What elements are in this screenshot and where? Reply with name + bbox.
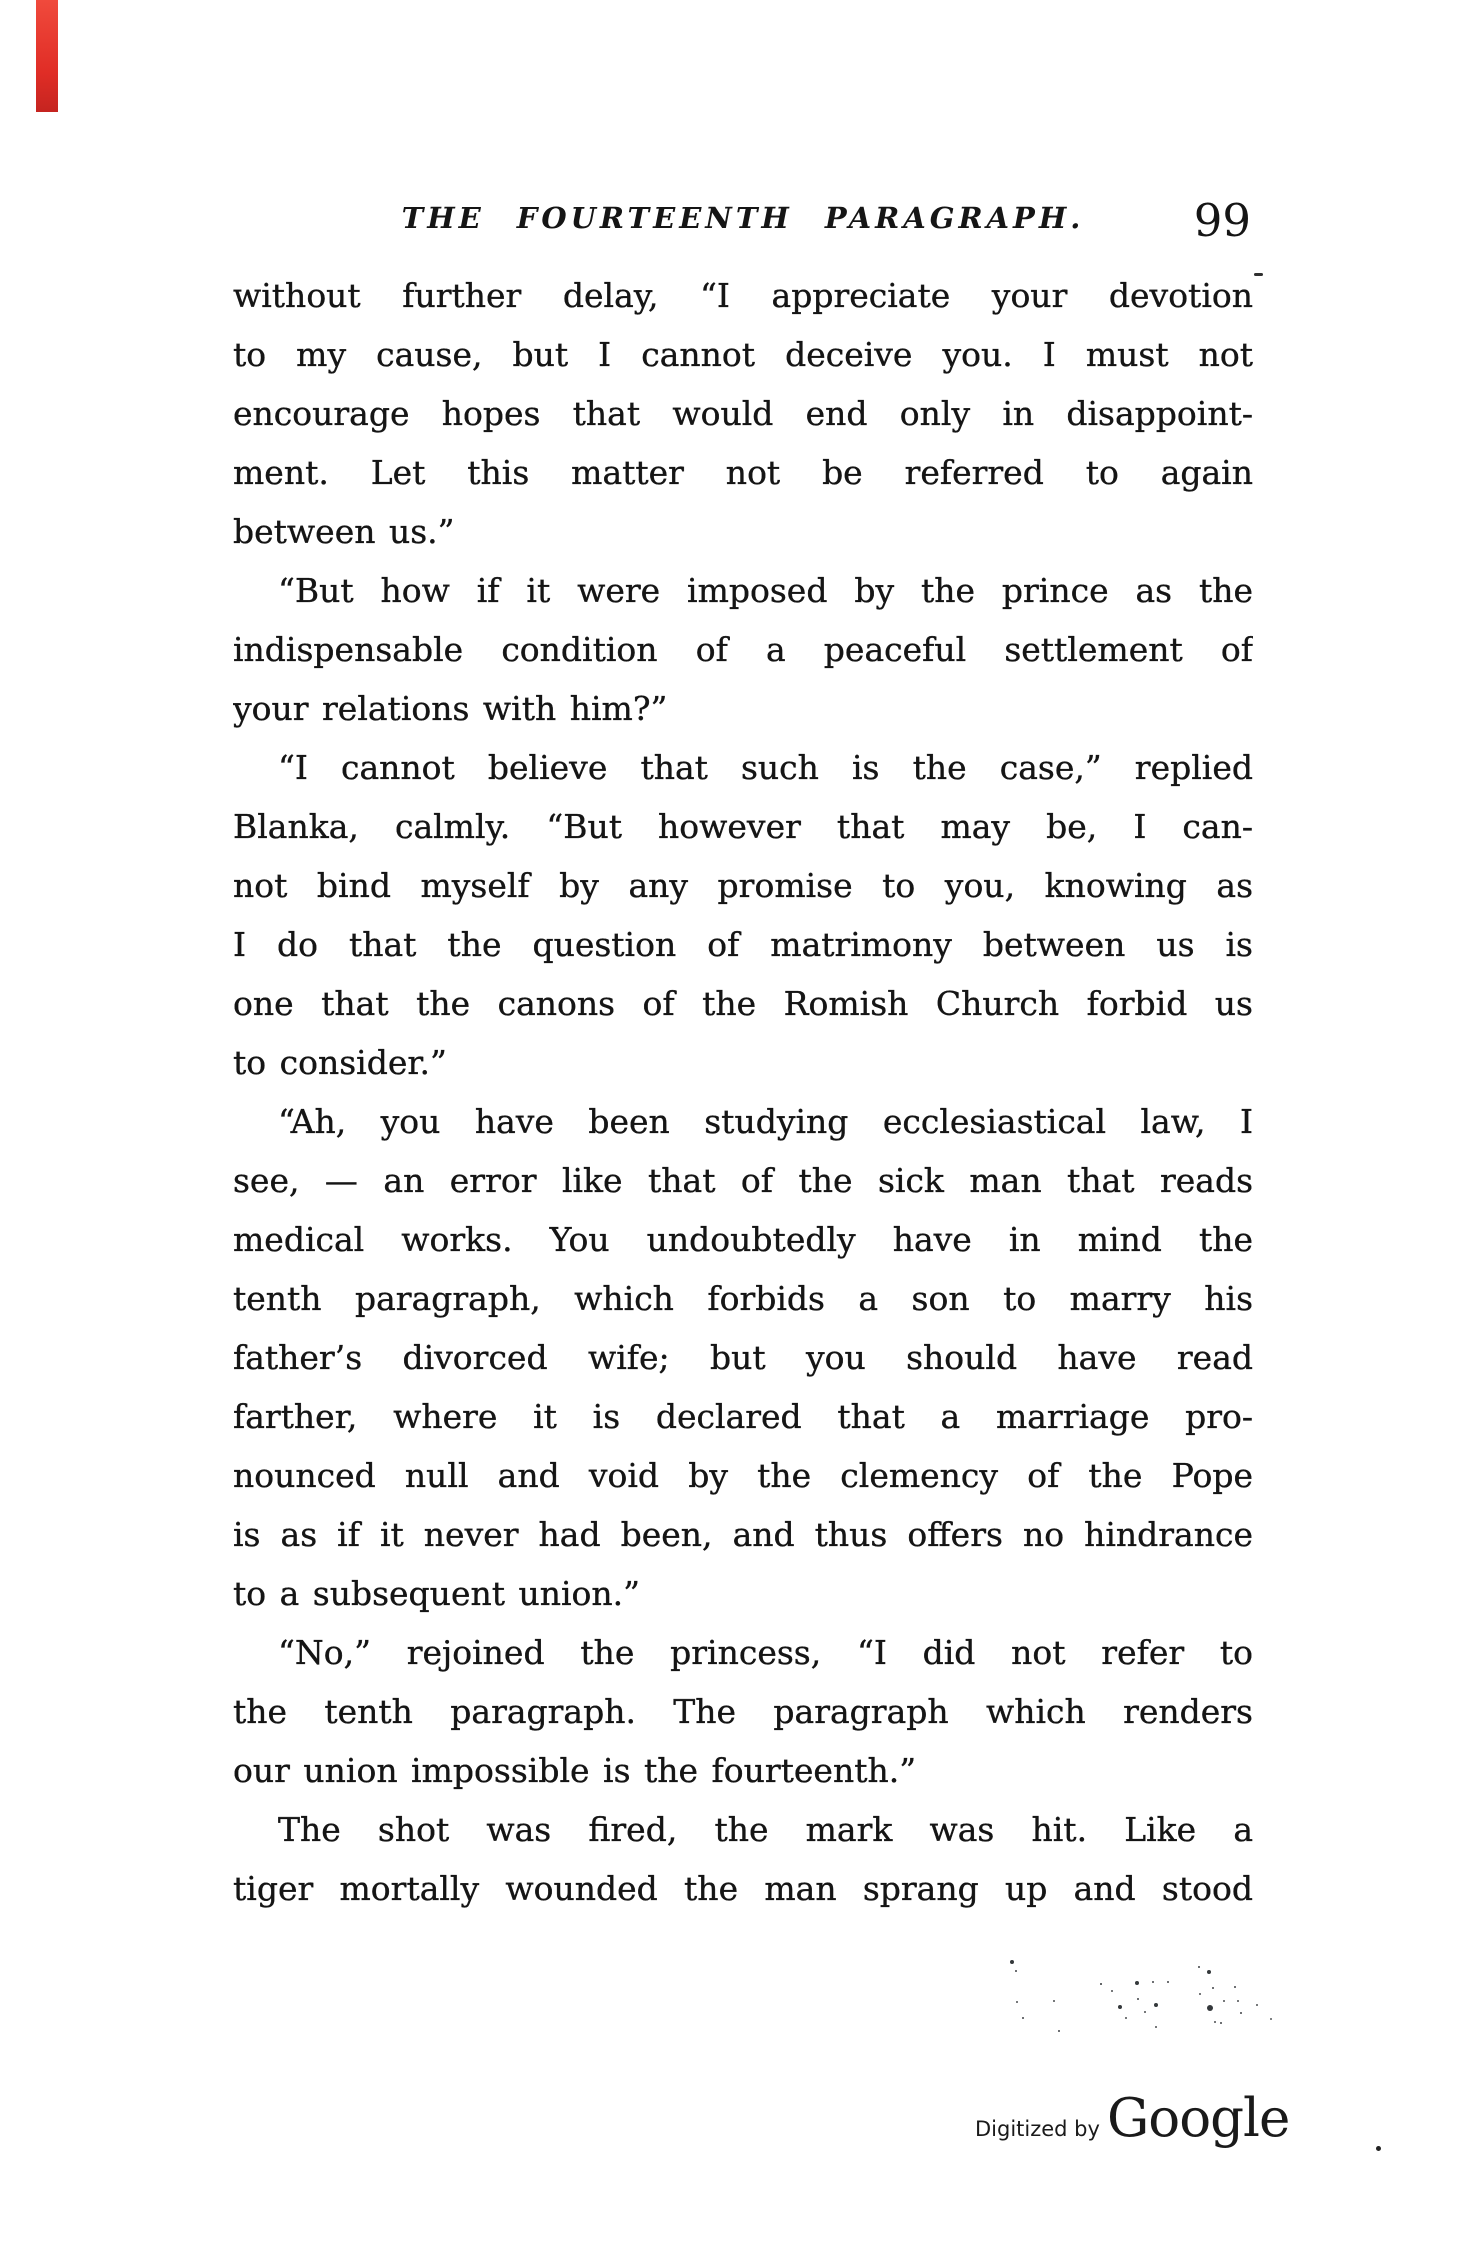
text-line: without further delay, “I appreciate your devotion bbox=[233, 276, 1253, 315]
text-line: to a subsequent union.” bbox=[233, 1574, 641, 1613]
paragraph bbox=[233, 266, 1253, 561]
digitized-watermark bbox=[975, 2088, 1290, 2149]
text-line: “But how if it were imposed by the prince as the bbox=[278, 571, 1253, 610]
paragraph bbox=[233, 1623, 1253, 1800]
text-line: encourage hopes that would end only in disappoint- bbox=[233, 394, 1253, 433]
speckle-dots bbox=[1010, 1960, 1014, 1964]
paragraph bbox=[233, 738, 1253, 1092]
text-line: father’s divorced wife; but you should have read bbox=[233, 1338, 1253, 1377]
text-line: tenth paragraph, which forbids a son to marry his bbox=[233, 1279, 1253, 1318]
google-logo: Google bbox=[1106, 2088, 1290, 2149]
text-line: not bind myself by any promise to you, knowing as bbox=[233, 866, 1253, 905]
text-line: medical works. You undoubtedly have in mind the bbox=[233, 1220, 1253, 1259]
text-line: tiger mortally wounded the man sprang up and stood bbox=[233, 1869, 1253, 1908]
text-line: The shot was fired, the mark was hit. Like a bbox=[278, 1810, 1253, 1849]
digitized-by-label: Digitized by bbox=[975, 2117, 1100, 2141]
paragraph bbox=[233, 561, 1253, 738]
text-line: between us.” bbox=[233, 512, 455, 551]
page-number: 99 bbox=[1193, 194, 1251, 247]
text-line: is as if it never had been, and thus offers no hindrance bbox=[233, 1515, 1253, 1554]
text-line: our union impossible is the fourteenth.” bbox=[233, 1751, 917, 1790]
text-line: your relations with him?” bbox=[233, 689, 668, 728]
chapter-title: THE FOURTEENTH PARAGRAPH. bbox=[401, 201, 1085, 235]
running-header bbox=[233, 201, 1253, 235]
paragraph bbox=[233, 1800, 1253, 1918]
paragraph bbox=[233, 1092, 1253, 1623]
red-bookmark-ribbon bbox=[36, 0, 58, 112]
ink-speck bbox=[1254, 273, 1263, 276]
text-line: to my cause, but I cannot deceive you. I must not bbox=[233, 335, 1253, 374]
ink-dot bbox=[1376, 2146, 1381, 2151]
text-line: to consider.” bbox=[233, 1043, 447, 1082]
text-line: the tenth paragraph. The paragraph which renders bbox=[233, 1692, 1253, 1731]
text-line: nounced null and void by the clemency of the Pope bbox=[233, 1456, 1253, 1495]
text-line: see, — an error like that of the sick man that reads bbox=[233, 1161, 1253, 1200]
text-line: ment. Let this matter not be referred to again bbox=[233, 453, 1253, 492]
text-line: “No,” rejoined the princess, “I did not refer to bbox=[278, 1633, 1253, 1672]
text-line: one that the canons of the Romish Church forbid us bbox=[233, 984, 1253, 1023]
text-line: I do that the question of matrimony between us is bbox=[233, 925, 1253, 964]
text-line: “Ah, you have been studying ecclesiastical law, I bbox=[278, 1102, 1253, 1141]
text-line: “I cannot believe that such is the case,” replied bbox=[278, 748, 1253, 787]
page-text bbox=[233, 266, 1253, 1918]
text-line: indispensable condition of a peaceful settlement of bbox=[233, 630, 1253, 669]
text-line: Blanka, calmly. “But however that may be, I can- bbox=[233, 807, 1253, 846]
scan-smudge bbox=[1010, 1960, 1280, 2040]
text-line: farther, where it is declared that a marriage pro- bbox=[233, 1397, 1253, 1436]
